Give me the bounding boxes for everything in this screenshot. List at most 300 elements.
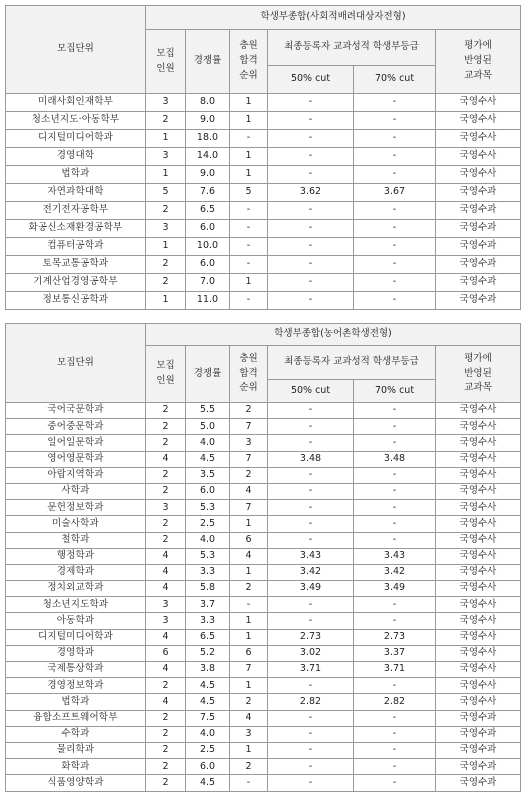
- table-row: [6, 220, 521, 238]
- grade-cut-50-cell: -: [268, 148, 354, 166]
- competition-ratio-cell: 6.5: [186, 629, 230, 645]
- quota-cell: 2: [146, 710, 186, 726]
- competition-ratio-cell: 7.5: [186, 710, 230, 726]
- table-row: [6, 678, 521, 694]
- grade-cut-50-cell: 2.82: [268, 694, 354, 710]
- grade-cut-50-cell: -: [268, 112, 354, 130]
- grade-cut-70-cell: 2.73: [354, 629, 436, 645]
- table-row: [6, 759, 521, 775]
- quota-cell: 2: [146, 532, 186, 548]
- quota-cell: 2: [146, 516, 186, 532]
- additional-pass-rank-cell: 1: [230, 112, 268, 130]
- quota-cell: 4: [146, 451, 186, 467]
- grade-cut-50-cell: -: [268, 166, 354, 184]
- competition-ratio-cell: 7.0: [186, 274, 230, 292]
- grade-cut-50-cell: 3.43: [268, 548, 354, 564]
- quota-cell: 1: [146, 292, 186, 310]
- grade-cut-70-cell: 3.48: [354, 451, 436, 467]
- reflected-subjects-cell: 국영수사: [436, 112, 521, 130]
- reflected-subjects-cell: 국영수과: [436, 274, 521, 292]
- reflected-subjects-cell: 국영수과: [436, 710, 521, 726]
- header-competition-ratio: 경쟁률: [186, 346, 230, 403]
- additional-pass-rank-cell: -: [230, 202, 268, 220]
- quota-cell: 2: [146, 775, 186, 791]
- grade-cut-50-cell: 3.71: [268, 662, 354, 678]
- table-row: [6, 467, 521, 483]
- grade-cut-50-cell: -: [268, 742, 354, 758]
- reflected-subjects-cell: 국영수사: [436, 130, 521, 148]
- quota-cell: 2: [146, 678, 186, 694]
- additional-pass-rank-cell: 5: [230, 184, 268, 202]
- grade-cut-50-cell: 3.42: [268, 564, 354, 580]
- table-row: [6, 629, 521, 645]
- additional-pass-rank-cell: -: [230, 256, 268, 274]
- table-row: [6, 726, 521, 742]
- additional-pass-rank-cell: -: [230, 775, 268, 791]
- recruit-unit-cell: 기계산업경영공학부: [6, 274, 146, 292]
- reflected-subjects-cell: 국영수사: [436, 532, 521, 548]
- grade-cut-70-cell: -: [354, 148, 436, 166]
- table-title: 학생부종합(사회적배려대상자전형): [146, 6, 521, 30]
- grade-cut-70-cell: 3.42: [354, 564, 436, 580]
- additional-pass-rank-cell: 1: [230, 516, 268, 532]
- quota-cell: 2: [146, 419, 186, 435]
- table-row: [6, 403, 521, 419]
- recruit-unit-cell: 전기전자공학부: [6, 202, 146, 220]
- recruit-unit-cell: 국어국문학과: [6, 403, 146, 419]
- competition-ratio-cell: 3.3: [186, 613, 230, 629]
- quota-cell: 4: [146, 629, 186, 645]
- reflected-subjects-cell: 국영수사: [436, 597, 521, 613]
- reflected-subjects-cell: 국영수사: [436, 166, 521, 184]
- grade-cut-50-cell: -: [268, 292, 354, 310]
- reflected-subjects-cell: 국영수과: [436, 759, 521, 775]
- table-row: [6, 292, 521, 310]
- table-row: [6, 532, 521, 548]
- grade-cut-70-cell: -: [354, 403, 436, 419]
- competition-ratio-cell: 18.0: [186, 130, 230, 148]
- grade-cut-50-cell: -: [268, 419, 354, 435]
- reflected-subjects-cell: 국영수과: [436, 238, 521, 256]
- grade-cut-50-cell: -: [268, 516, 354, 532]
- competition-ratio-cell: 4.0: [186, 726, 230, 742]
- table-row: [6, 148, 521, 166]
- competition-ratio-cell: 5.3: [186, 548, 230, 564]
- grade-cut-50-cell: -: [268, 403, 354, 419]
- quota-cell: 4: [146, 581, 186, 597]
- social-consideration-admission-table: [5, 5, 521, 310]
- additional-pass-rank-cell: 1: [230, 166, 268, 184]
- grade-cut-50-cell: -: [268, 483, 354, 499]
- grade-cut-70-cell: -: [354, 419, 436, 435]
- additional-pass-rank-cell: -: [230, 220, 268, 238]
- reflected-subjects-cell: 국영수과: [436, 775, 521, 791]
- header-reflected-subjects: 평가에 반영된 교과목: [436, 30, 521, 94]
- quota-cell: 4: [146, 548, 186, 564]
- quota-cell: 4: [146, 694, 186, 710]
- reflected-subjects-cell: 국영수사: [436, 613, 521, 629]
- recruit-unit-cell: 경영학과: [6, 645, 146, 661]
- competition-ratio-cell: 11.0: [186, 292, 230, 310]
- table-row: [6, 548, 521, 564]
- grade-cut-70-cell: 3.37: [354, 645, 436, 661]
- competition-ratio-cell: 10.0: [186, 238, 230, 256]
- additional-pass-rank-cell: 3: [230, 726, 268, 742]
- competition-ratio-cell: 6.5: [186, 202, 230, 220]
- additional-pass-rank-cell: 6: [230, 645, 268, 661]
- reflected-subjects-cell: 국영수사: [436, 451, 521, 467]
- grade-cut-70-cell: -: [354, 678, 436, 694]
- additional-pass-rank-cell: 2: [230, 759, 268, 775]
- quota-cell: 2: [146, 726, 186, 742]
- quota-cell: 2: [146, 467, 186, 483]
- competition-ratio-cell: 6.0: [186, 483, 230, 499]
- recruit-unit-cell: 경영대학: [6, 148, 146, 166]
- competition-ratio-cell: 5.0: [186, 419, 230, 435]
- reflected-subjects-cell: 국영수사: [436, 94, 521, 112]
- competition-ratio-cell: 14.0: [186, 148, 230, 166]
- quota-cell: 2: [146, 202, 186, 220]
- quota-cell: 1: [146, 238, 186, 256]
- grade-cut-70-cell: -: [354, 220, 436, 238]
- competition-ratio-cell: 9.0: [186, 112, 230, 130]
- reflected-subjects-cell: 국영수과: [436, 742, 521, 758]
- table-row: [6, 597, 521, 613]
- grade-cut-50-cell: 3.62: [268, 184, 354, 202]
- grade-cut-70-cell: -: [354, 759, 436, 775]
- rural-student-admission-table: [5, 323, 521, 792]
- header-quota: 모집 인원: [146, 346, 186, 403]
- table-row: [6, 112, 521, 130]
- table-row: [6, 202, 521, 220]
- quota-cell: 3: [146, 613, 186, 629]
- grade-cut-70-cell: -: [354, 274, 436, 292]
- additional-pass-rank-cell: 2: [230, 694, 268, 710]
- recruit-unit-cell: 수학과: [6, 726, 146, 742]
- recruit-unit-cell: 행정학과: [6, 548, 146, 564]
- recruit-unit-cell: 정치외교학과: [6, 581, 146, 597]
- grade-cut-70-cell: -: [354, 166, 436, 184]
- reflected-subjects-cell: 국영수과: [436, 256, 521, 274]
- grade-cut-50-cell: -: [268, 775, 354, 791]
- reflected-subjects-cell: 국영수사: [436, 694, 521, 710]
- competition-ratio-cell: 4.5: [186, 451, 230, 467]
- reflected-subjects-cell: 국영수사: [436, 403, 521, 419]
- recruit-unit-cell: 미술사학과: [6, 516, 146, 532]
- table-row: [6, 238, 521, 256]
- competition-ratio-cell: 9.0: [186, 166, 230, 184]
- reflected-subjects-cell: 국영수사: [436, 678, 521, 694]
- reflected-subjects-cell: 국영수사: [436, 564, 521, 580]
- recruit-unit-cell: 식품영양학과: [6, 775, 146, 791]
- grade-cut-70-cell: -: [354, 597, 436, 613]
- grade-cut-50-cell: -: [268, 759, 354, 775]
- competition-ratio-cell: 4.5: [186, 775, 230, 791]
- grade-cut-50-cell: -: [268, 220, 354, 238]
- table-row: [6, 500, 521, 516]
- header-grade-group: 최종등록자 교과성적 학생부등급: [268, 30, 436, 66]
- table-row: [6, 581, 521, 597]
- competition-ratio-cell: 5.8: [186, 581, 230, 597]
- reflected-subjects-cell: 국영수사: [436, 419, 521, 435]
- additional-pass-rank-cell: 1: [230, 94, 268, 112]
- grade-cut-50-cell: -: [268, 467, 354, 483]
- header-cut-50: 50% cut: [268, 380, 354, 403]
- recruit-unit-cell: 중어중문학과: [6, 419, 146, 435]
- header-grade-group: 최종등록자 교과성적 학생부등급: [268, 346, 436, 380]
- table-row: [6, 742, 521, 758]
- header-competition-ratio: 경쟁률: [186, 30, 230, 94]
- competition-ratio-cell: 2.5: [186, 516, 230, 532]
- grade-cut-70-cell: -: [354, 467, 436, 483]
- recruit-unit-cell: 화공신소재환경공학부: [6, 220, 146, 238]
- header-cut-70: 70% cut: [354, 380, 436, 403]
- header-recruit-unit: 모집단위: [6, 324, 146, 403]
- recruit-unit-cell: 철학과: [6, 532, 146, 548]
- additional-pass-rank-cell: -: [230, 292, 268, 310]
- additional-pass-rank-cell: 2: [230, 467, 268, 483]
- grade-cut-50-cell: -: [268, 238, 354, 256]
- additional-pass-rank-cell: 4: [230, 483, 268, 499]
- quota-cell: 5: [146, 184, 186, 202]
- recruit-unit-cell: 컴퓨터공학과: [6, 238, 146, 256]
- header-cut-70: 70% cut: [354, 66, 436, 94]
- grade-cut-50-cell: -: [268, 202, 354, 220]
- table-row: [6, 256, 521, 274]
- competition-ratio-cell: 2.5: [186, 742, 230, 758]
- grade-cut-70-cell: -: [354, 238, 436, 256]
- grade-cut-70-cell: -: [354, 500, 436, 516]
- reflected-subjects-cell: 국영수사: [436, 629, 521, 645]
- quota-cell: 1: [146, 130, 186, 148]
- table-row: [6, 435, 521, 451]
- table-row: [6, 166, 521, 184]
- reflected-subjects-cell: 국영수사: [436, 516, 521, 532]
- grade-cut-70-cell: -: [354, 112, 436, 130]
- grade-cut-70-cell: 3.71: [354, 662, 436, 678]
- additional-pass-rank-cell: 3: [230, 435, 268, 451]
- recruit-unit-cell: 일어일문학과: [6, 435, 146, 451]
- reflected-subjects-cell: 국영수사: [436, 467, 521, 483]
- quota-cell: 3: [146, 148, 186, 166]
- quota-cell: 1: [146, 166, 186, 184]
- recruit-unit-cell: 사학과: [6, 483, 146, 499]
- grade-cut-70-cell: -: [354, 726, 436, 742]
- grade-cut-70-cell: -: [354, 742, 436, 758]
- quota-cell: 2: [146, 256, 186, 274]
- competition-ratio-cell: 7.6: [186, 184, 230, 202]
- reflected-subjects-cell: 국영수과: [436, 220, 521, 238]
- reflected-subjects-cell: 국영수과: [436, 292, 521, 310]
- additional-pass-rank-cell: 1: [230, 629, 268, 645]
- grade-cut-70-cell: -: [354, 775, 436, 791]
- competition-ratio-cell: 6.0: [186, 220, 230, 238]
- additional-pass-rank-cell: 7: [230, 662, 268, 678]
- recruit-unit-cell: 토목교통공학과: [6, 256, 146, 274]
- quota-cell: 2: [146, 483, 186, 499]
- additional-pass-rank-cell: 7: [230, 419, 268, 435]
- competition-ratio-cell: 3.7: [186, 597, 230, 613]
- competition-ratio-cell: 4.0: [186, 435, 230, 451]
- competition-ratio-cell: 8.0: [186, 94, 230, 112]
- table-row: [6, 694, 521, 710]
- quota-cell: 2: [146, 759, 186, 775]
- additional-pass-rank-cell: 1: [230, 274, 268, 292]
- header-additional-pass-rank: 충원 합격 순위: [230, 30, 268, 94]
- reflected-subjects-cell: 국영수과: [436, 202, 521, 220]
- additional-pass-rank-cell: 4: [230, 710, 268, 726]
- header-quota: 모집 인원: [146, 30, 186, 94]
- table-row: [6, 94, 521, 112]
- table-title: 학생부종합(농어촌학생전형): [146, 324, 521, 346]
- recruit-unit-cell: 아동학과: [6, 613, 146, 629]
- grade-cut-50-cell: -: [268, 500, 354, 516]
- grade-cut-70-cell: 3.43: [354, 548, 436, 564]
- table-row: [6, 564, 521, 580]
- grade-cut-50-cell: 3.49: [268, 581, 354, 597]
- grade-cut-50-cell: 3.02: [268, 645, 354, 661]
- reflected-subjects-cell: 국영수사: [436, 148, 521, 166]
- additional-pass-rank-cell: 2: [230, 581, 268, 597]
- quota-cell: 4: [146, 564, 186, 580]
- reflected-subjects-cell: 국영수사: [436, 581, 521, 597]
- quota-cell: 3: [146, 597, 186, 613]
- additional-pass-rank-cell: 1: [230, 613, 268, 629]
- recruit-unit-cell: 디지털미디어학과: [6, 130, 146, 148]
- grade-cut-70-cell: -: [354, 613, 436, 629]
- quota-cell: 2: [146, 435, 186, 451]
- grade-cut-50-cell: -: [268, 597, 354, 613]
- recruit-unit-cell: 아랍지역학과: [6, 467, 146, 483]
- grade-cut-70-cell: 3.49: [354, 581, 436, 597]
- grade-cut-70-cell: -: [354, 516, 436, 532]
- additional-pass-rank-cell: 6: [230, 532, 268, 548]
- quota-cell: 2: [146, 274, 186, 292]
- table-row: [6, 613, 521, 629]
- additional-pass-rank-cell: 2: [230, 403, 268, 419]
- additional-pass-rank-cell: -: [230, 597, 268, 613]
- competition-ratio-cell: 4.5: [186, 678, 230, 694]
- quota-cell: 3: [146, 220, 186, 238]
- grade-cut-70-cell: -: [354, 435, 436, 451]
- table-row: [6, 483, 521, 499]
- grade-cut-50-cell: -: [268, 274, 354, 292]
- additional-pass-rank-cell: 4: [230, 548, 268, 564]
- reflected-subjects-cell: 국영수사: [436, 500, 521, 516]
- competition-ratio-cell: 3.8: [186, 662, 230, 678]
- competition-ratio-cell: 4.0: [186, 532, 230, 548]
- quota-cell: 2: [146, 742, 186, 758]
- grade-cut-70-cell: -: [354, 256, 436, 274]
- table-row: [6, 710, 521, 726]
- additional-pass-rank-cell: 1: [230, 564, 268, 580]
- reflected-subjects-cell: 국영수사: [436, 645, 521, 661]
- recruit-unit-cell: 청소년지도·아동학부: [6, 112, 146, 130]
- table-row: [6, 662, 521, 678]
- recruit-unit-cell: 청소년지도학과: [6, 597, 146, 613]
- table-row: [6, 274, 521, 292]
- header-additional-pass-rank: 충원 합격 순위: [230, 346, 268, 403]
- competition-ratio-cell: 6.0: [186, 256, 230, 274]
- grade-cut-50-cell: -: [268, 130, 354, 148]
- additional-pass-rank-cell: 7: [230, 451, 268, 467]
- quota-cell: 2: [146, 403, 186, 419]
- additional-pass-rank-cell: 1: [230, 742, 268, 758]
- grade-cut-50-cell: -: [268, 726, 354, 742]
- grade-cut-50-cell: -: [268, 532, 354, 548]
- recruit-unit-cell: 융합소프트웨어학부: [6, 710, 146, 726]
- reflected-subjects-cell: 국영수사: [436, 662, 521, 678]
- quota-cell: 3: [146, 500, 186, 516]
- recruit-unit-cell: 법학과: [6, 166, 146, 184]
- header-reflected-subjects: 평가에 반영된 교과목: [436, 346, 521, 403]
- reflected-subjects-cell: 국영수사: [436, 483, 521, 499]
- competition-ratio-cell: 6.0: [186, 759, 230, 775]
- recruit-unit-cell: 문헌정보학과: [6, 500, 146, 516]
- recruit-unit-cell: 물리학과: [6, 742, 146, 758]
- grade-cut-50-cell: -: [268, 94, 354, 112]
- header-recruit-unit: 모집단위: [6, 6, 146, 94]
- grade-cut-50-cell: -: [268, 710, 354, 726]
- recruit-unit-cell: 영어영문학과: [6, 451, 146, 467]
- quota-cell: 4: [146, 662, 186, 678]
- grade-cut-70-cell: -: [354, 292, 436, 310]
- recruit-unit-cell: 정보통신공학과: [6, 292, 146, 310]
- grade-cut-70-cell: -: [354, 94, 436, 112]
- recruit-unit-cell: 법학과: [6, 694, 146, 710]
- table-row: [6, 516, 521, 532]
- grade-cut-50-cell: -: [268, 256, 354, 274]
- competition-ratio-cell: 3.5: [186, 467, 230, 483]
- table-row: [6, 451, 521, 467]
- grade-cut-70-cell: -: [354, 202, 436, 220]
- quota-cell: 2: [146, 112, 186, 130]
- quota-cell: 3: [146, 94, 186, 112]
- table-row: [6, 130, 521, 148]
- table-row: [6, 419, 521, 435]
- grade-cut-70-cell: 2.82: [354, 694, 436, 710]
- grade-cut-50-cell: -: [268, 613, 354, 629]
- grade-cut-50-cell: 3.48: [268, 451, 354, 467]
- grade-cut-70-cell: -: [354, 130, 436, 148]
- competition-ratio-cell: 5.2: [186, 645, 230, 661]
- grade-cut-70-cell: -: [354, 710, 436, 726]
- grade-cut-50-cell: 2.73: [268, 629, 354, 645]
- additional-pass-rank-cell: -: [230, 238, 268, 256]
- competition-ratio-cell: 5.5: [186, 403, 230, 419]
- reflected-subjects-cell: 국영수과: [436, 184, 521, 202]
- grade-cut-50-cell: -: [268, 678, 354, 694]
- grade-cut-50-cell: -: [268, 435, 354, 451]
- additional-pass-rank-cell: 7: [230, 500, 268, 516]
- recruit-unit-cell: 화학과: [6, 759, 146, 775]
- table-row: [6, 184, 521, 202]
- additional-pass-rank-cell: 1: [230, 148, 268, 166]
- recruit-unit-cell: 국제통상학과: [6, 662, 146, 678]
- additional-pass-rank-cell: 1: [230, 678, 268, 694]
- recruit-unit-cell: 미래사회인재학부: [6, 94, 146, 112]
- reflected-subjects-cell: 국영수사: [436, 548, 521, 564]
- recruit-unit-cell: 경영정보학과: [6, 678, 146, 694]
- reflected-subjects-cell: 국영수사: [436, 435, 521, 451]
- competition-ratio-cell: 3.3: [186, 564, 230, 580]
- table-row: [6, 645, 521, 661]
- header-cut-50: 50% cut: [268, 66, 354, 94]
- recruit-unit-cell: 자연과학대학: [6, 184, 146, 202]
- competition-ratio-cell: 5.3: [186, 500, 230, 516]
- table-row: [6, 775, 521, 791]
- reflected-subjects-cell: 국영수과: [436, 726, 521, 742]
